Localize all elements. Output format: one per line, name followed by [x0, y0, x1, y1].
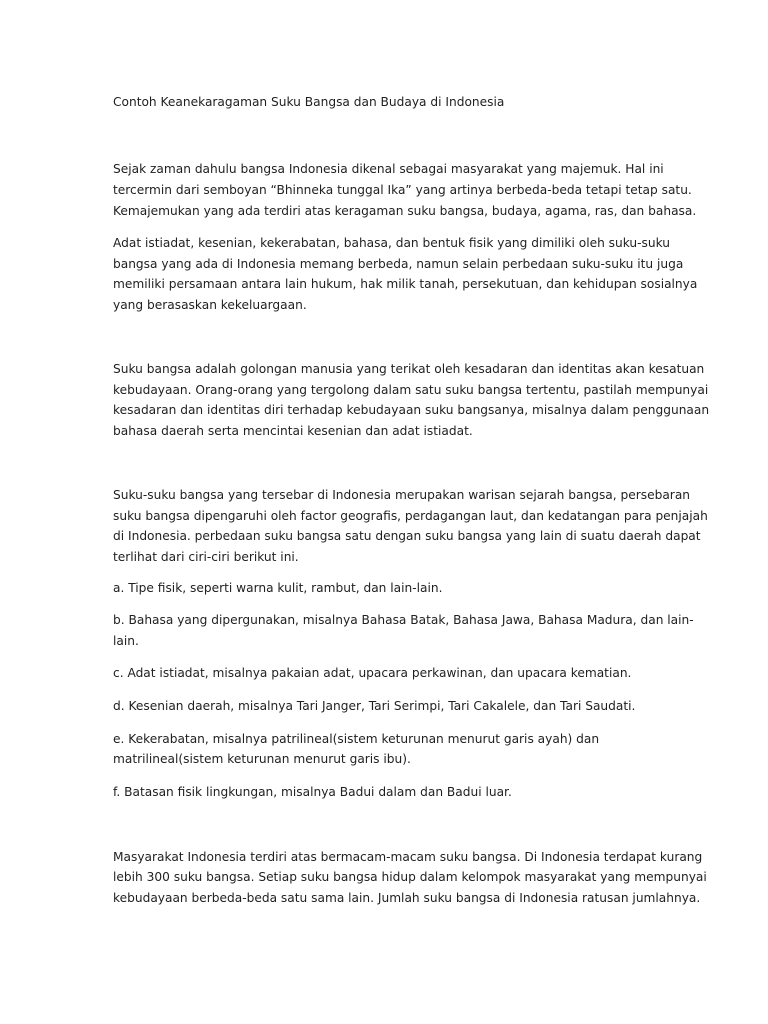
paragraph-line: kebudayaan. Orang-orang yang tergolong dalam satu suku bangsa tertentu, pastilah mempunyai — [113, 383, 709, 397]
paragraph-line: Masyarakat Indonesia terdiri atas bermacam-macam suku bangsa. Di Indonesia terdapat kurang — [113, 850, 703, 864]
paragraph-line: lebih 300 suku bangsa. Setiap suku bangsa hidup dalam kelompok masyarakat yang mempunyai — [113, 870, 707, 884]
paragraph-line: Suku bangsa adalah golongan manusia yang terikat oleh kesadaran dan identitas akan kesatuan — [113, 362, 705, 376]
paragraph-line: terlihat dari ciri-ciri berikut ini. — [113, 550, 299, 564]
paragraph-line: Suku-suku bangsa yang tersebar di Indonesia merupakan warisan sejarah bangsa, persebaran — [113, 488, 691, 502]
paragraph-line: memiliki persamaan antara lain hukum, hak milik tanah, persekutuan, dan kehidupan sosialnya — [113, 277, 698, 291]
paragraph-line: kebudayaan berbeda-beda satu sama lain. Jumlah suku bangsa di Indonesia ratusan jumlahnya. — [113, 891, 701, 905]
list-item: d. Kesenian daerah, misalnya Tari Janger, Tari Serimpi, Tari Cakalele, dan Tari Saudati. — [113, 699, 636, 713]
list-item-continuation: lain. — [113, 634, 139, 648]
paragraph-line: tercermin dari semboyan “Bhinneka tunggal Ika” yang artinya berbeda-beda tetapi tetap satu. — [113, 183, 692, 197]
paragraph-line: Adat istiadat, kesenian, kekerabatan, bahasa, dan bentuk fisik yang dimiliki oleh suku-suku — [113, 236, 671, 250]
list-item: b. Bahasa yang dipergunakan, misalnya Bahasa Batak, Bahasa Jawa, Bahasa Madura, dan lain- — [113, 613, 694, 627]
list-item: c. Adat istiadat, misalnya pakaian adat, upacara perkawinan, dan upacara kematian. — [113, 666, 632, 680]
document-title: Contoh Keanekaragaman Suku Bangsa dan Budaya di Indonesia — [113, 95, 505, 109]
list-item-continuation: matrilineal(sistem keturunan menurut garis ibu). — [113, 752, 411, 766]
paragraph-line: suku bangsa dipengaruhi oleh factor geografis, perdagangan laut, dan kedatangan para penjajah — [113, 509, 708, 523]
paragraph-line: kesadaran dan identitas diri terhadap kebudayaan suku bangsanya, misalnya dalam penggunaan — [113, 403, 710, 417]
paragraph-line: bangsa yang ada di Indonesia memang berbeda, namun selain perbedaan suku-suku itu juga — [113, 257, 684, 271]
paragraph-line: Sejak zaman dahulu bangsa Indonesia dikenal sebagai masyarakat yang majemuk. Hal ini — [113, 162, 664, 176]
paragraph-line: di Indonesia. perbedaan suku bangsa satu dengan suku bangsa yang lain di suatu daerah dapat — [113, 529, 701, 543]
list-item: a. Tipe fisik, seperti warna kulit, rambut, dan lain-lain. — [113, 581, 443, 595]
paragraph-line: yang berasaskan kekeluargaan. — [113, 298, 307, 312]
paragraph-line: bahasa daerah serta mencintai kesenian dan adat istiadat. — [113, 424, 473, 438]
paragraph-line: Kemajemukan yang ada terdiri atas keragaman suku bangsa, budaya, agama, ras, dan bahasa. — [113, 204, 697, 218]
list-item: e. Kekerabatan, misalnya patrilineal(sistem keturunan menurut garis ayah) dan — [113, 732, 600, 746]
list-item: f. Batasan fisik lingkungan, misalnya Badui dalam dan Badui luar. — [113, 785, 512, 799]
